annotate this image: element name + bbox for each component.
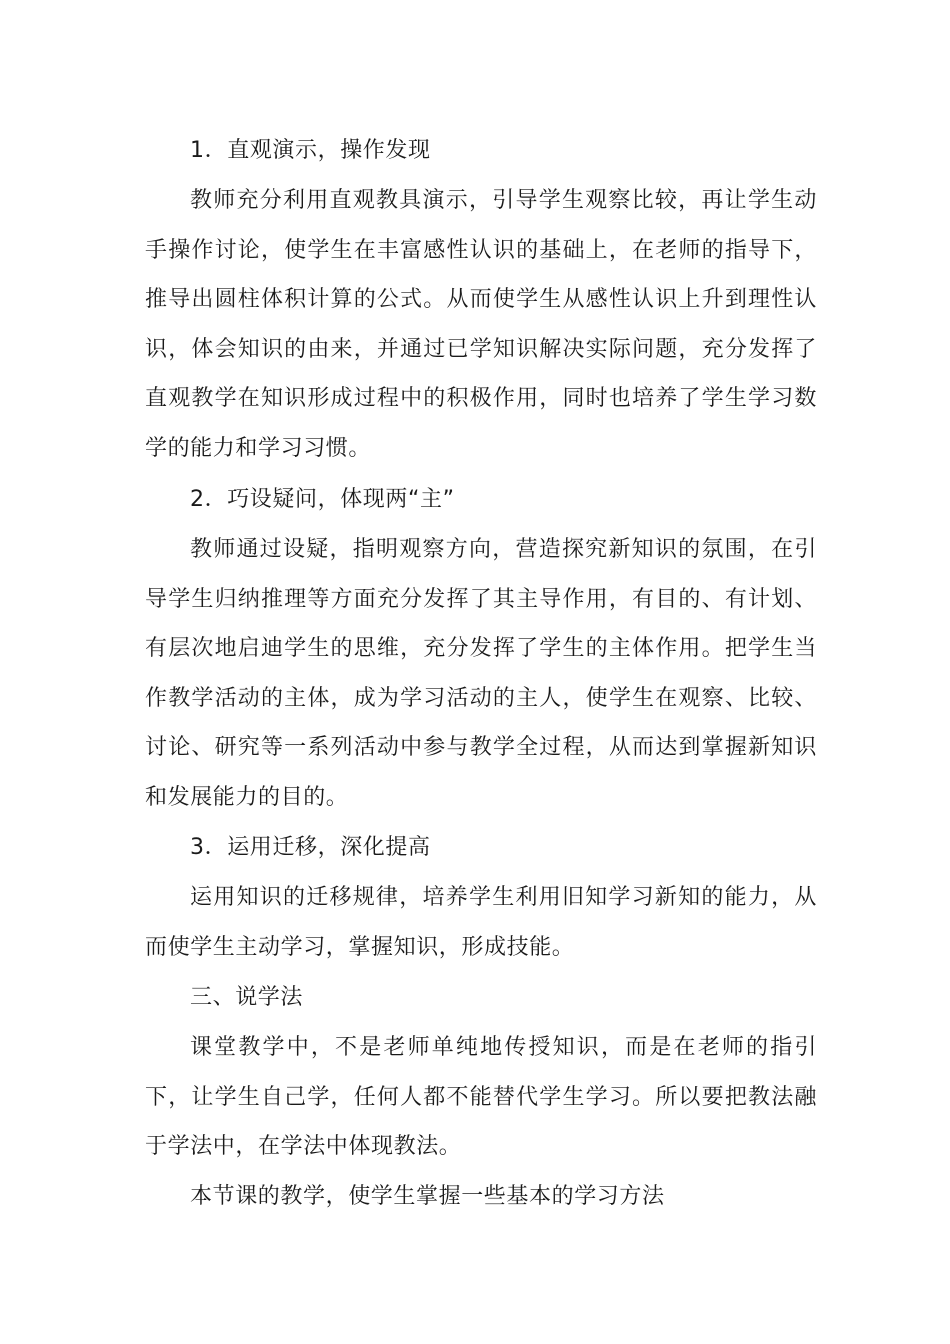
section-paragraph-2: 教师通过设疑，指明观察方向，营造探究新知识的氛围，在引导学生归纳推理等方面充分发挥了其主导作用，有目的、有计划、有层次地启迪学生的思维，充分发挥了学生的主体作用。把学生当作教学活动的主体，成为学习活动的主人，使学生在观察、比较、讨论、研究等一系列活动中参与教学全过程，从而达到掌握新知识和发展能力的目的。 [145, 537, 817, 810]
section-heading-1: 1．直观演示，操作发现 [190, 138, 431, 163]
section-paragraph-3: 运用知识的迁移规律，培养学生利用旧知学习新知的能力，从而使学生主动学习，掌握知识，形成技能。 [145, 885, 817, 960]
section-heading-4: 三、说学法 [190, 985, 304, 1010]
section-heading-3: 3．运用迁移，深化提高 [190, 835, 431, 860]
section-paragraph-1: 教师充分利用直观教具演示，引导学生观察比较，再让学生动手操作讨论，使学生在丰富感性认识的基础上，在老师的指导下，推导出圆柱体积计算的公式。从而使学生从感性认识上升到理性认识，体会知识的由来，并通过已学知识解决实际问题，充分发挥了直观教学在知识形成过程中的积极作用，同时也培养了学生学习数学的能力和学习习惯。 [145, 188, 817, 461]
closing-paragraph: 本节课的教学，使学生掌握一些基本的学习方法 [190, 1184, 665, 1209]
section-paragraph-4: 课堂教学中，不是老师单纯地传授知识，而是在老师的指引下，让学生自己学，任何人都不能替代学生学习。所以要把教法融于学法中，在学法中体现教法。 [145, 1035, 817, 1159]
section-heading-2: 2．巧设疑问，体现两“主” [190, 487, 455, 512]
